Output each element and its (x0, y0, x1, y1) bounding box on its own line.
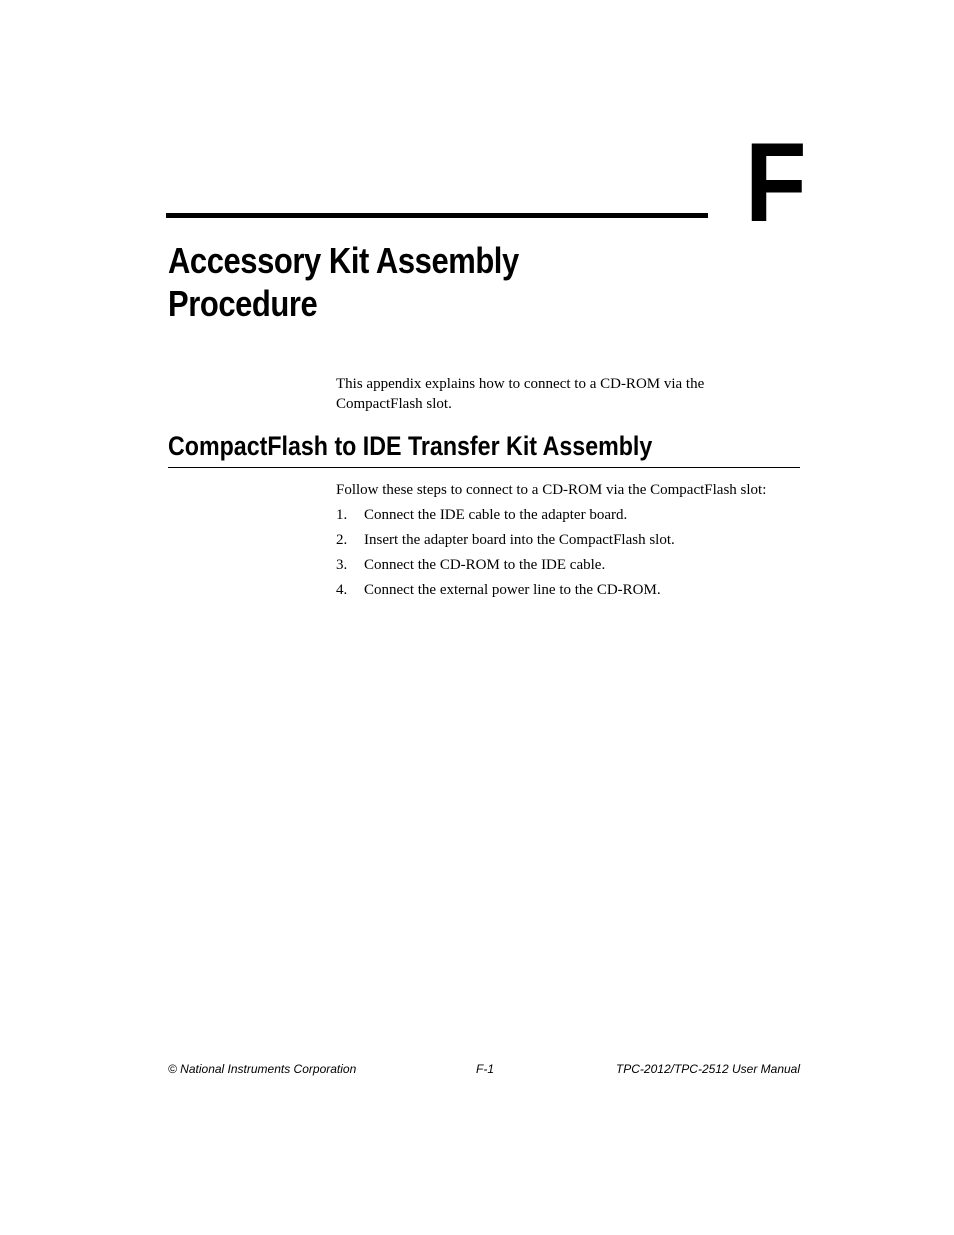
footer-page-number: F-1 (476, 1062, 494, 1076)
step-text: Connect the IDE cable to the adapter board. (364, 507, 628, 523)
step-text: Connect the CD-ROM to the IDE cable. (364, 557, 606, 573)
intro-line-1: This appendix explains how to connect to a CD-ROM via the (336, 376, 705, 392)
chapter-title-line-2: Procedure (168, 283, 318, 324)
chapter-title-line-1: Accessory Kit Assembly (168, 240, 519, 281)
intro-paragraph (336, 374, 736, 414)
footer-manual-title: TPC-2012/TPC-2512 User Manual (615, 1062, 800, 1076)
steps-list (336, 505, 675, 605)
section-heading: CompactFlash to IDE Transfer Kit Assembly (168, 431, 653, 461)
section-rule (168, 467, 800, 468)
step-number: 4. (336, 582, 348, 598)
step-item (336, 555, 675, 580)
chapter-rule (166, 213, 708, 218)
step-number: 1. (336, 507, 348, 523)
step-number: 3. (336, 557, 348, 573)
footer-copyright: © National Instruments Corporation (168, 1062, 357, 1076)
intro-line-2: CompactFlash slot. (336, 396, 452, 412)
step-item (336, 505, 675, 530)
step-number: 2. (336, 532, 348, 548)
step-text: Connect the external power line to the CD-ROM. (364, 582, 661, 598)
steps-lead: Follow these steps to connect to a CD-ROM via the CompactFlash slot: (336, 482, 767, 498)
chapter-title (168, 239, 615, 325)
step-item (336, 580, 675, 605)
step-text: Insert the adapter board into the CompactFlash slot. (364, 532, 675, 548)
step-item (336, 530, 675, 555)
appendix-letter: F (745, 120, 807, 245)
